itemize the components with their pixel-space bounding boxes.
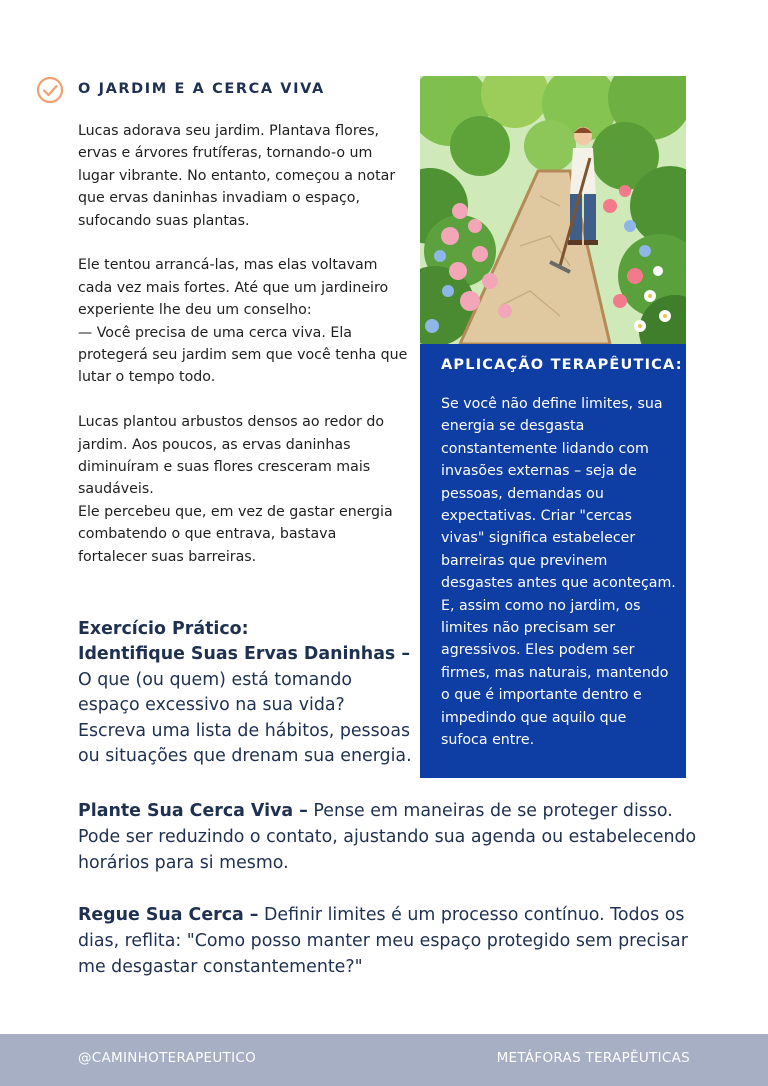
footer-handle: @CAMINHOTERAPEUTICO [78,1050,257,1066]
step-2-text: Pense em maneiras de se proteger disso. Pode ser reduzindo o contato, ajustando sua agenda ou estabelecendo horários para si mesmo. [78,801,697,873]
exercise-step-1 [78,642,414,769]
step-3-title: Regue Sua Cerca – [78,905,259,925]
footer-section-title: METÁFORAS TERAPÊUTICAS [496,1050,690,1066]
therapy-paragraph: Se você não define limites, sua energia se desgasta constantemente lidando com invasões externas – seja de pessoas, demandas ou expectativas. Criar "cercas vivas" significa estabelecer barreiras que previnem desgastes antes que aconteçam. [441,396,676,592]
story-paragraph: Ele percebeu que, em vez de gastar energia combatendo o que entrava, bastava fortalecer suas barreiras. [78,503,393,565]
exercise-step-2 [78,799,698,876]
story-paragraph: Ele tentou arrancá-las, mas elas voltavam cada vez mais fortes. Até que um jardineiro experiente lhe deu um conselho: [78,257,389,319]
exercise-step-3 [78,903,698,980]
exercise-section [78,617,414,769]
step-2-title: Plante Sua Cerca Viva – [78,801,308,821]
garden-illustration [420,76,686,344]
check-circle-icon [36,76,64,104]
therapy-paragraph: E, assim como no jardim, os limites não precisam ser agressivos. Eles podem ser firmes, mas naturais, mantendo o que é importante dentro e impedindo que aquilo que sufoca entre. [441,597,669,749]
exercise-heading: Exercício Prático: [78,619,249,639]
step-1-text: O que (ou quem) está tomando espaço excessivo na sua vida? Escreva uma lista de hábitos, pessoas ou situações que drenam sua energia. [78,669,412,767]
therapeutic-application-box [420,344,686,778]
therapeutic-application-text [441,393,677,752]
story-paragraph: Lucas adorava seu jardim. Plantava flores, ervas e árvores frutíferas, tornando-o um lugar vibrante. No entanto, começou a notar que ervas daninhas invadiam o espaço, sufocando suas plantas. [78,123,396,229]
therapeutic-application-title: APLICAÇÃO TERAPÊUTICA: [441,357,683,373]
page-title: O JARDIM E A CERCA VIVA [78,81,325,97]
story-paragraph: Lucas plantou arbustos densos ao redor do jardim. Aos poucos, as ervas daninhas diminuíram e suas flores cresceram mais saudáveis. [78,414,385,498]
story-dialogue: — Você precisa de uma cerca viva. Ela protegerá seu jardim sem que você tenha que lutar o tempo todo. [78,324,408,386]
story-text [78,120,408,568]
step-3-text: Definir limites é um processo contínuo. Todos os dias, reflita: "Como posso manter meu espaço protegido sem precisar me desgastar constantemente?" [78,905,688,977]
step-1-title: Identifique Suas Ervas Daninhas – [78,644,411,665]
footer [0,1034,768,1086]
gardener-illustration [420,76,686,344]
